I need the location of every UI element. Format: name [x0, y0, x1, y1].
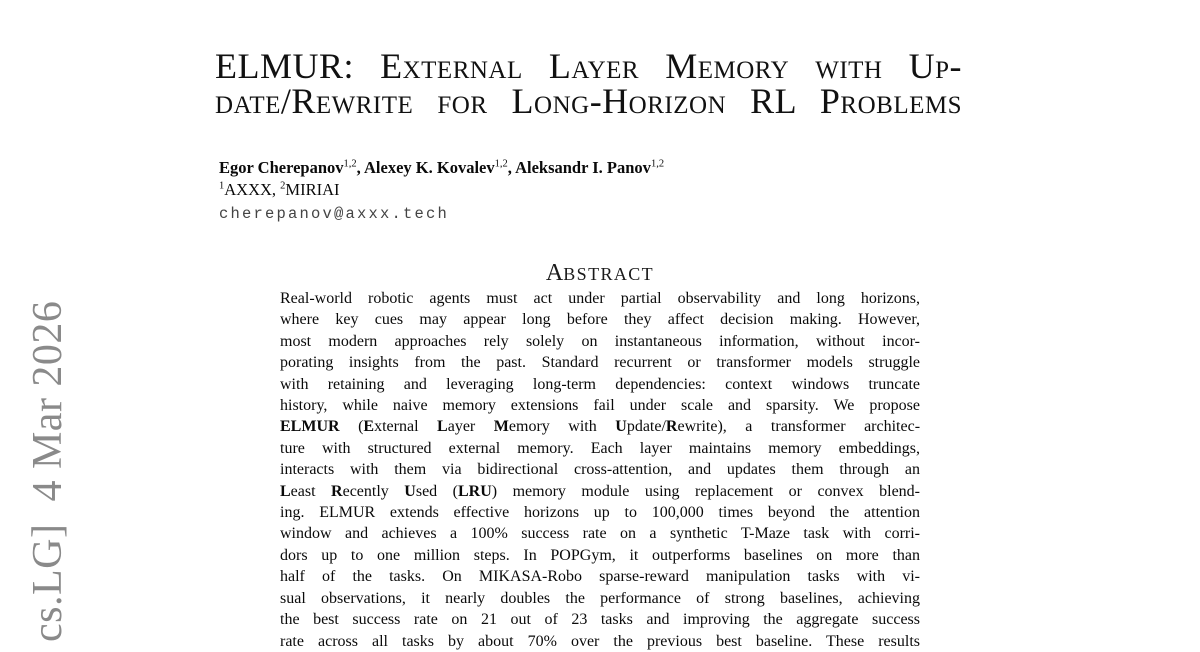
text-segment: M — [493, 418, 509, 436]
text-segment: ture with structured external memory. Each layer maintains memory embeddings, — [280, 439, 920, 457]
abstract-line — [280, 309, 920, 330]
abstract-text — [280, 288, 920, 652]
paper-title-line1: ELMUR: External Layer Memory with Up- — [215, 46, 962, 86]
abstract-line — [280, 438, 920, 459]
text-segment: E — [363, 418, 375, 436]
text-segment: interacts with them via bidirectional cross-attention, and updates them through an — [280, 461, 920, 479]
affiliations — [219, 179, 939, 201]
abstract-line — [280, 566, 920, 587]
text-segment: xternal — [374, 418, 438, 436]
author-block — [219, 157, 939, 225]
abstract-line — [280, 395, 920, 416]
text-segment: ) memory module using replacement or convex blend- — [491, 482, 921, 500]
contact-email: cherepanov@axxx.tech — [219, 205, 450, 223]
author-names — [219, 157, 939, 179]
abstract-line — [280, 416, 920, 437]
text-segment: Real-world robotic agents must act under partial observability and long horizons, — [280, 290, 920, 307]
text-segment: emory with — [508, 418, 616, 436]
text-segment: Aleksandr I. Panov — [515, 158, 651, 177]
abstract-line — [280, 631, 920, 652]
text-segment: ecently — [342, 482, 405, 500]
paper-title — [215, 46, 962, 121]
text-segment: 2 — [280, 180, 286, 192]
text-segment: ayer — [447, 418, 494, 436]
abstract-line — [280, 588, 920, 609]
text-segment: Egor Cherepanov — [219, 158, 344, 177]
text-segment: U — [615, 418, 627, 436]
text-segment: dors up to one million steps. In POPGym, it outperforms baselines on more than — [280, 546, 920, 564]
abstract-line — [280, 459, 920, 480]
text-segment: 1 — [219, 180, 225, 192]
text-segment: window and achieves a 100% success rate on a synthetic T-Maze task with corri- — [280, 525, 920, 543]
text-segment: Alexey K. Kovalev — [364, 158, 495, 177]
text-segment: the best success rate on 21 out of 23 tasks and improving the aggregate success — [280, 611, 920, 629]
text-segment: with retaining and leveraging long-term dependencies: context windows truncate — [280, 375, 920, 393]
text-segment: sed ( — [415, 482, 458, 500]
text-segment: MIRIAI — [285, 180, 340, 199]
abstract-line — [280, 545, 920, 566]
text-segment: L — [280, 482, 291, 500]
text-segment: history, while naive memory extensions fail under scale and sparsity. We propose — [280, 397, 920, 415]
text-segment: sual observations, it nearly doubles the performance of strong baselines, achieving — [280, 589, 920, 607]
abstract-heading-rest: BSTRACT — [563, 264, 655, 284]
abstract-line — [280, 374, 920, 395]
text-segment: half of the tasks. On MIKASA-Robo sparse-reward manipulation tasks with vi- — [280, 568, 920, 586]
text-segment: east — [290, 482, 332, 500]
abstract-line — [280, 502, 920, 523]
text-segment: AXXX, — [224, 180, 281, 199]
text-segment: U — [404, 482, 416, 500]
text-segment: ewrite), a transformer architec- — [677, 418, 921, 436]
text-segment: , — [356, 158, 364, 177]
text-segment: pdate/ — [626, 418, 666, 436]
text-segment: most modern approaches rely solely on instantaneous information, without incor- — [280, 332, 920, 350]
text-segment: rate across all tasks by about 70% over the previous best baseline. These results — [280, 632, 920, 650]
abstract-heading — [280, 262, 920, 287]
text-segment: 1,2 — [650, 158, 665, 170]
abstract-heading-initial: A — [545, 260, 564, 286]
text-segment: ( — [339, 418, 364, 436]
text-segment: 1,2 — [343, 158, 357, 170]
text-segment: ing. ELMUR extends effective horizons up to 100,000 times beyond the attention — [280, 504, 920, 522]
abstract-line — [280, 331, 920, 352]
abstract-line — [280, 352, 920, 373]
arxiv-watermark: cs.LG] 4 Mar 2026 — [25, 300, 71, 642]
text-segment: , — [507, 158, 516, 177]
text-segment: LRU — [457, 482, 492, 500]
abstract-line — [280, 523, 920, 544]
text-segment: R — [331, 482, 343, 500]
text-segment: L — [437, 418, 448, 436]
text-segment: ELMUR — [280, 418, 340, 436]
paper-title-line2: date/Rewrite for Long-Horizon RL Problems — [215, 81, 962, 121]
abstract-line — [280, 609, 920, 630]
text-segment: R — [665, 418, 678, 436]
abstract-line — [280, 481, 920, 502]
text-segment: 1,2 — [494, 158, 508, 170]
abstract-line — [280, 288, 920, 309]
text-segment: where key cues may appear long before they affect decision making. However, — [280, 311, 920, 329]
text-segment: porating insights from the past. Standard recurrent or transformer models struggle — [280, 354, 920, 372]
